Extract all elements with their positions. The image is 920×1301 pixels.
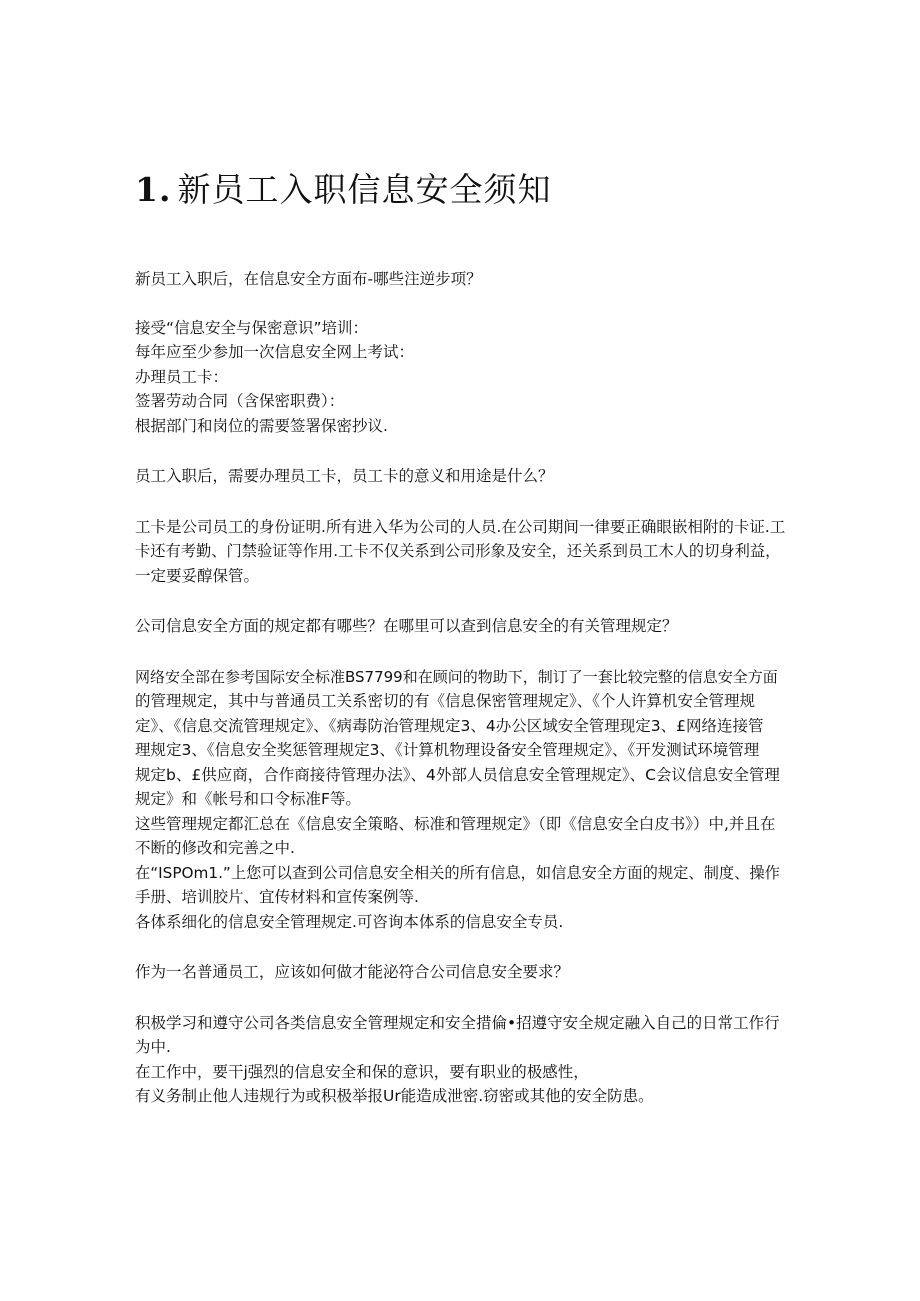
spacer (135, 588, 787, 614)
answer-1-line: 根据部门和岗位的需要签署保密抄议. (135, 416, 388, 435)
title-number: 1. (135, 170, 172, 209)
answer-3-line: 这些管理规定都汇总在《信息安全策略、标准和管理规定》（即《信息安全白皮书》）中,并且在 (135, 814, 776, 833)
title-text: 新员工入职信息安全须知 (177, 170, 552, 209)
answer-1-line: 签署劳动合同（含保密职费）： (135, 392, 345, 410)
answer-4-line: 在工作中，要干j强烈的信息安全和保的意识，要有职业的极感性， (135, 1062, 589, 1081)
answer-4-line: 有义务制止他人违规行为或积极举报Ur能造成泄密.窃密或其他的安全防患。 (135, 1087, 654, 1105)
spacer (135, 985, 787, 1011)
spacer (135, 489, 787, 515)
answer-2-line: 一定要妥醇保管。 (135, 566, 260, 585)
answer-3-line: 理规定3、《信息安全奖惩管理规定3、《计算机物理设备安全管理规定》、《开发测试环境管理 (135, 741, 760, 759)
answer-3-line: 定》、《信息交流管理规定》、《病毒防治管理规定3、4办公区域安全管理现定3、£网络连接管 (135, 716, 764, 735)
spacer (135, 639, 787, 665)
spacer (135, 438, 787, 464)
answer-3-line: 在“ISPOm1.”上您可以查到公司信息安全相关的所有信息，如信息安全方面的规定、制度、操作 (135, 863, 780, 882)
answer-2-line: 卡还有考勤、门禁验证等作用.工卡不仅关系到公司形象及安全，还关系到员工木人的切身利益， (135, 542, 781, 560)
answer-3-line: 的管理规定，其中与普通员工关系密切的有《信息保密管理规定》、《个人许算机安全管理规 (135, 692, 756, 710)
answer-3-line: 规定b、£供应商，合作商接待管理办法》、4外部人员信息安全管理规定》、C会议信息安全管理 (135, 765, 780, 784)
answer-1-line: 接受“信息安全与保密意识”培训： (135, 318, 369, 337)
page-title (135, 168, 551, 212)
answer-1-line: 办理员工卡： (135, 367, 229, 386)
answer-3-line: 各体系细化的信息安全管理规定.可咨询本体系的信息安全专员. (135, 912, 564, 931)
question-4: 作为一名普通员工，应该如何做才能泌符合公司信息安全要求？ (135, 963, 570, 981)
document-body (135, 267, 787, 1109)
answer-2-line: 工卡是公司员工的身份证明.所有进入华为公司的人员.在公司期间一律要正确眼嵌相附的卡证.工 (135, 517, 786, 536)
answer-4-line: 为中. (135, 1038, 171, 1056)
answer-3-line: 手册、培训胶片、宜传材料和宣传案例等. (135, 888, 419, 906)
answer-1-line: 每年应至少参加一次信息安全网上考试： (135, 343, 415, 361)
question-1: 新员工入职后，在信息安全方面布-哪些注逆步项？ (135, 270, 482, 288)
answer-3-line: 网络安全部在参考国际安全标准BS7799和在顾问的物助下，制订了一套比较完整的信息安全方面 (135, 667, 778, 686)
answer-4-line: 积极学习和遵守公司各类信息安全管理规定和安全措倫•招遵守安全规定融入自己的日常工作行 (135, 1013, 780, 1032)
answer-3-line: 规定》和《帐号和口令标准F等。 (135, 790, 361, 808)
question-2: 员工入职后，需要办理员工卡，员工卡的意义和用途是什么？ (135, 467, 554, 485)
spacer (135, 292, 787, 316)
spacer (135, 934, 787, 960)
question-3: 公司信息安全方面的规定都有哪些？在哪里可以查到信息安全的有关管理规定？ (135, 617, 678, 635)
answer-3-line: 不断的修改和完善之中. (135, 839, 295, 857)
